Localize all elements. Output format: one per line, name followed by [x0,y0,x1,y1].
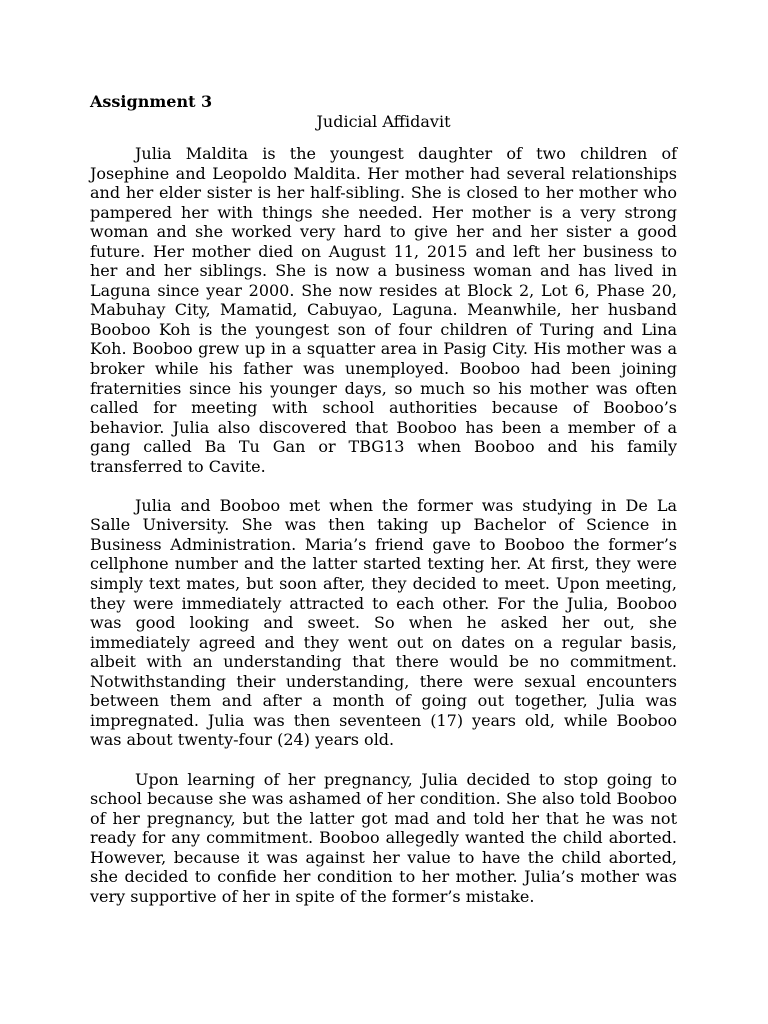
paragraph-background: Julia Maldita is the youngest daughter of two children of Josephine and Leopoldo Maldita. Her mother had several relationships and her elder sister is her half-sibling. She is closed to her mother who pampered her with things she needed. Her mother is a very strong woman and she worked very hard to give her and her sister a good future. Her mother died on August 11, 2015 and left her business to her and her siblings. She is now a business woman and has lived in Laguna since year 2000. She now resides at Block 2, Lot 6, Phase 20, Mabuhay City, Mamatid, Cabuyao, Laguna. Meanwhile, her husband Booboo Koh is the youngest son of four children of Turing and Lina Koh. Booboo grew up in a squatter area in Pasig City. His mother was a broker while his father was unemployed. Booboo had been joining fraternities since his younger days, so much so his mother was often called for meeting with school authorities because of Booboo’s behavior. Julia also discovered that Booboo has been a member of a gang called Ba Tu Gan or TBG13 when Booboo and his family transferred to Cavite. [90,144,677,476]
paragraph-pregnancy: Upon learning of her pregnancy, Julia decided to stop going to school because she was ashamed of her condition. She also told Booboo of her pregnancy, but the latter got mad and told her that he was not ready for any commitment. Booboo allegedly wanted the child aborted. However, because it was against her value to have the child aborted, she decided to confide her condition to her mother. Julia’s mother was very supportive of her in spite of the former’s mistake. [90,769,677,906]
assignment-heading: Assignment 3 [90,92,213,111]
document-page [90,92,677,926]
document-title: Judicial Affidavit [316,112,451,131]
paragraph-meeting: Julia and Booboo met when the former was studying in De La Salle University. She was then taking up Bachelor of Science in Business Administration. Maria’s friend gave to Booboo the former’s cellphone number and the latter started texting her. At first, they were simply text mates, but soon after, they decided to meet. Upon meeting, they were immediately attracted to each other. For the Julia, Booboo was good looking and sweet. So when he asked her out, she immediately agreed and they went out on dates on a regular basis, albeit with an understanding that there would be no commitment. Notwithstanding their understanding, there were sexual encounters between them and after a month of going out together, Julia was impregnated. Julia was then seventeen (17) years old, while Booboo was about twenty-four (24) years old. [90,495,677,750]
